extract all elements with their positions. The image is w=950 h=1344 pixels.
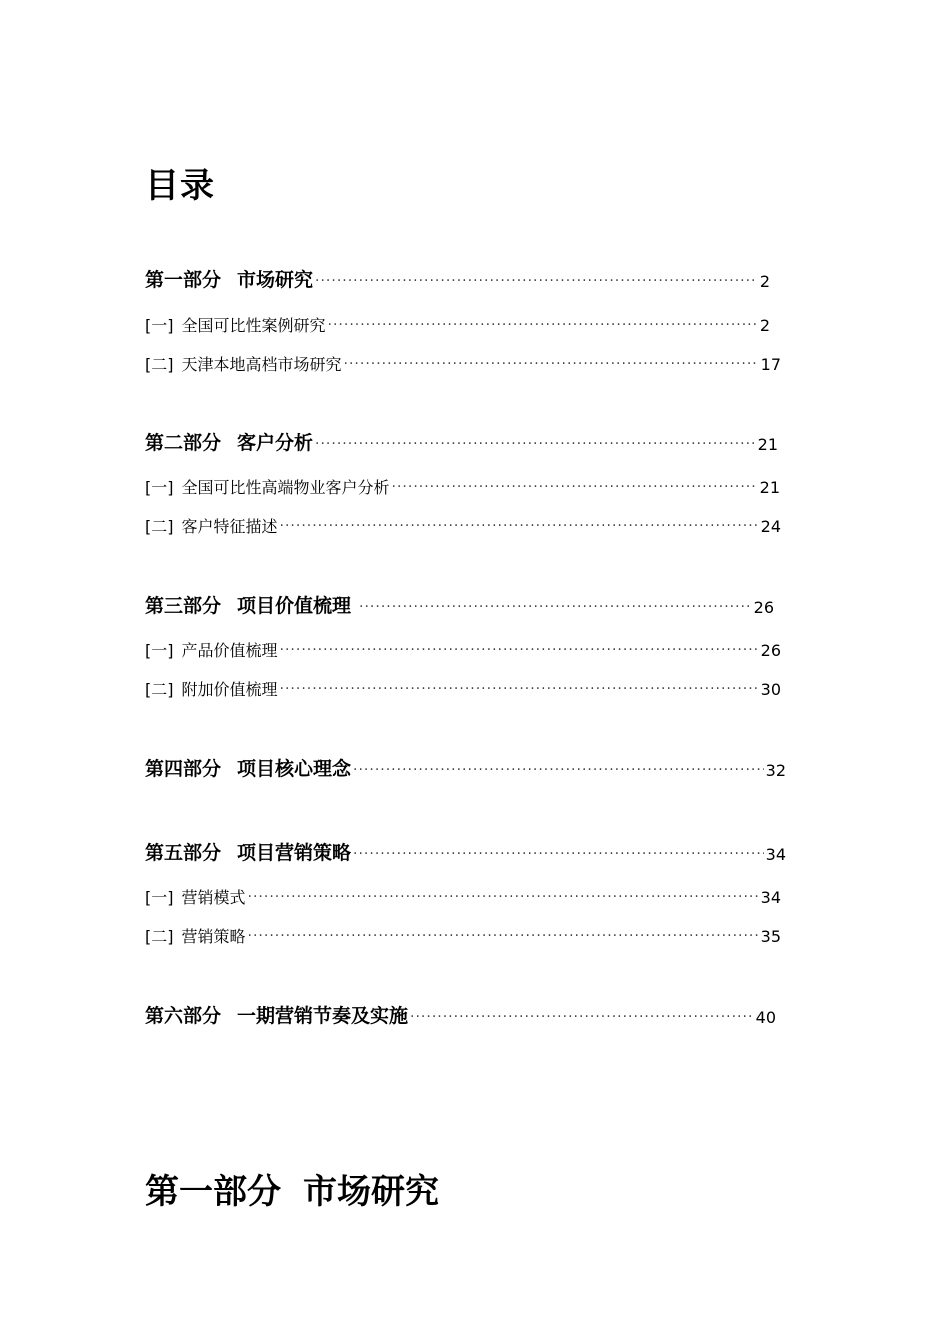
toc-entry-3-2[interactable] (145, 674, 781, 700)
toc-page-number: 21 (759, 478, 780, 497)
toc-page-number: 34 (765, 845, 786, 864)
toc-leader-dots (359, 599, 752, 618)
toc-entry-number: 第三部分 (145, 595, 222, 617)
toc-entry-number: 第五部分 (145, 842, 222, 864)
toc-entry-title: 营销策略 (181, 927, 246, 946)
toc-page-number: 21 (757, 435, 778, 454)
toc-page-number: 26 (753, 598, 774, 617)
toc-entry-number: 第四部分 (145, 758, 222, 780)
toc-leader-dots (410, 1009, 754, 1028)
toc-entry-title: 项目价值梳理 (237, 595, 352, 617)
toc-entry-1-1[interactable] (145, 310, 770, 336)
toc-entry-title: 项目核心理念 (237, 758, 352, 780)
toc-entry-number: [一] (145, 316, 174, 335)
toc-entry-title: 天津本地高档市场研究 (181, 355, 342, 374)
toc-page-number: 35 (760, 927, 781, 946)
toc-entry-number: [一] (145, 888, 174, 907)
toc-entry-title: 产品价值梳理 (181, 641, 278, 660)
toc-leader-dots (328, 317, 758, 336)
toc-leader-dots (315, 273, 758, 292)
toc-leader-dots (344, 356, 759, 375)
toc-entry-3-1[interactable] (145, 635, 781, 661)
toc-leader-dots (315, 436, 756, 455)
toc-page-number: 2 (759, 272, 770, 291)
toc-entry-title: 营销模式 (181, 888, 246, 907)
toc-page-number: 26 (760, 641, 781, 660)
toc-page-number: 34 (760, 888, 781, 907)
toc-entry-title: 客户分析 (237, 432, 314, 454)
toc-entry-title: 一期营销节奏及实施 (237, 1005, 409, 1027)
toc-leader-dots (392, 479, 758, 498)
toc-entry-number: 第六部分 (145, 1005, 222, 1027)
toc-entry-5-2[interactable] (145, 921, 781, 947)
toc-entry-title: 项目营销策略 (237, 842, 352, 864)
section-heading (145, 1164, 439, 1213)
toc-entry-number: 第二部分 (145, 432, 222, 454)
toc-entry-part-3[interactable] (145, 592, 774, 618)
toc-entry-1-2[interactable] (145, 349, 781, 375)
toc-page-number: 2 (759, 316, 770, 335)
toc-entry-number: [二] (145, 680, 174, 699)
toc-entry-part-1[interactable] (145, 266, 770, 292)
toc-entry-2-1[interactable] (145, 472, 780, 498)
toc-entry-title: 附加价值梳理 (181, 680, 278, 699)
toc-entry-part-5[interactable] (145, 839, 786, 865)
toc-leader-dots (353, 762, 764, 781)
toc-entry-title: 市场研究 (237, 269, 314, 291)
toc-entry-5-1[interactable] (145, 882, 781, 908)
toc-entry-title: 客户特征描述 (181, 517, 278, 536)
toc-leader-dots (280, 642, 759, 661)
toc-page-number: 32 (765, 761, 786, 780)
toc-page-number: 30 (760, 680, 781, 699)
section-number: 第一部分 (145, 1172, 281, 1212)
toc-entry-number: 第一部分 (145, 269, 222, 291)
toc-entry-title: 全国可比性高端物业客户分析 (181, 478, 390, 497)
toc-leader-dots (248, 889, 759, 908)
toc-entry-number: [二] (145, 517, 174, 536)
toc-entry-part-2[interactable] (145, 429, 778, 455)
toc-leader-dots (353, 846, 764, 865)
toc-leader-dots (280, 518, 759, 537)
toc-entry-title: 全国可比性案例研究 (181, 316, 326, 335)
toc-leader-dots (280, 681, 759, 700)
toc-page-number: 17 (760, 355, 781, 374)
toc-entry-number: [一] (145, 641, 174, 660)
toc-entry-2-2[interactable] (145, 511, 781, 537)
section-title: 市场研究 (303, 1172, 439, 1212)
toc-entry-part-6[interactable] (145, 1002, 776, 1028)
toc-leader-dots (248, 928, 759, 947)
toc-entry-part-4[interactable] (145, 755, 786, 781)
toc-page-number: 24 (760, 517, 781, 536)
toc-title: 目录 (145, 166, 215, 206)
toc-page-number: 40 (755, 1008, 776, 1027)
toc-entry-number: [二] (145, 927, 174, 946)
toc-entry-number: [一] (145, 478, 174, 497)
toc-entry-number: [二] (145, 355, 174, 374)
